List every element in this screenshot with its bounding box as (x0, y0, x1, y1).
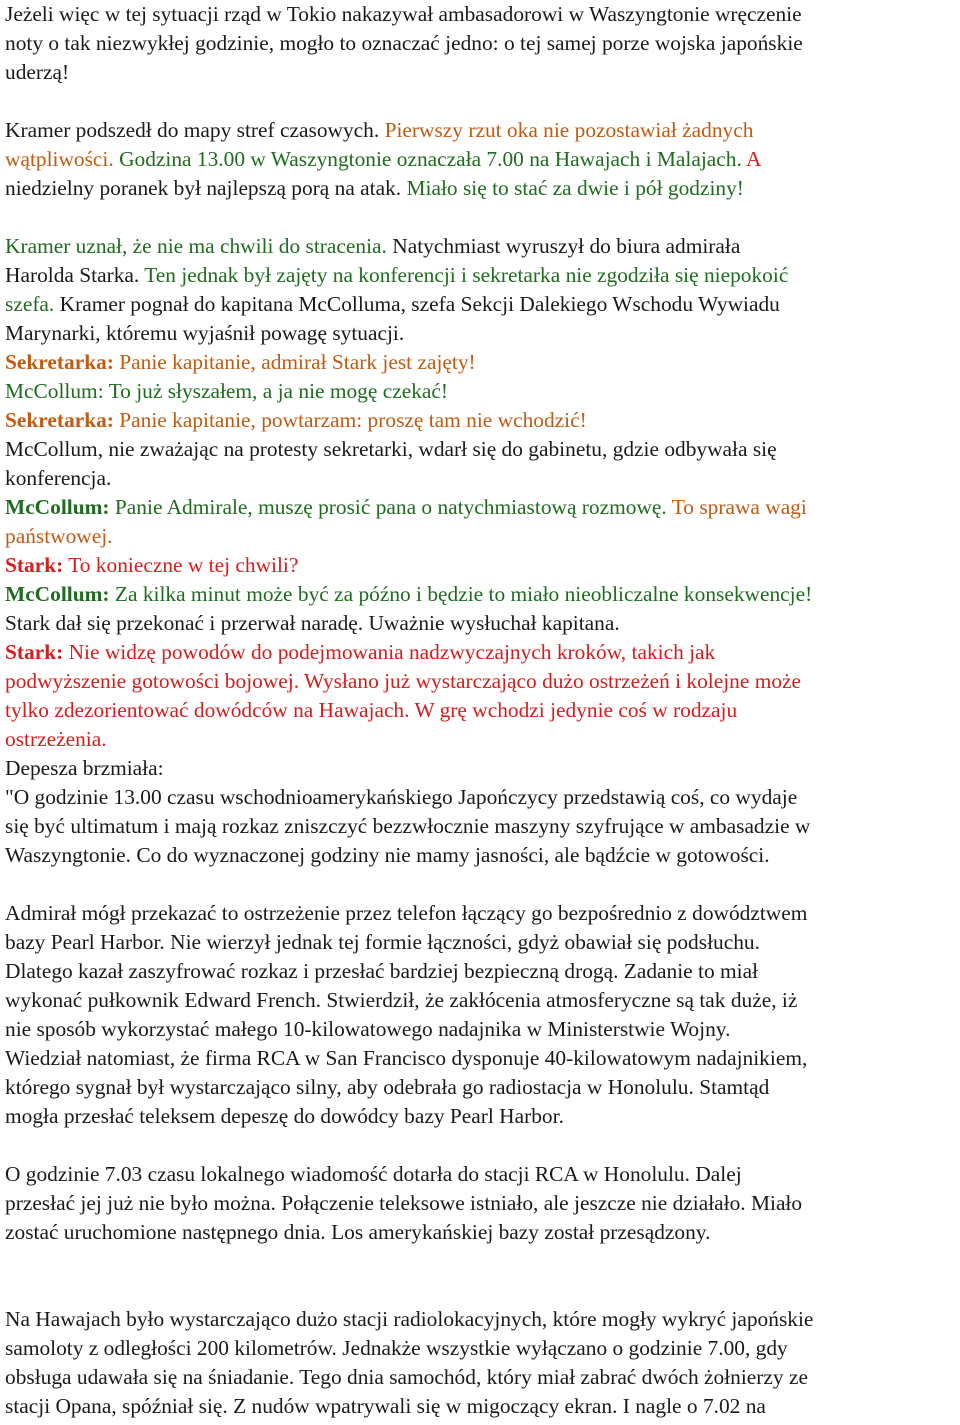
text-segment: A (745, 147, 762, 171)
text-segment: obsługa udawała się na śniadanie. Tego dnia samochód, który miał zabrać dwóch żołnierzy ze (5, 1365, 808, 1389)
text-segment: Harolda Starka. (5, 263, 145, 287)
text-line (5, 725, 957, 754)
text-segment: McCollum, nie zważając na protesty sekretarki, wdarł się do gabinetu, gdzie odbywała się (5, 437, 777, 461)
text-segment: Panie Admirale, muszę prosić pana o natychmiastową rozmowę. (109, 495, 672, 519)
text-segment: Stark dał się przekonać i przerwał naradę. Uważnie wysłuchał kapitana. (5, 611, 620, 635)
speaker-label: Stark: (5, 553, 64, 577)
text-line (5, 928, 957, 957)
text-segment: mogła przesłać teleksem depeszę do dowódcy bazy Pearl Harbor. (5, 1104, 564, 1128)
text-segment: konferencja. (5, 466, 112, 490)
text-line (5, 319, 957, 348)
text-line (5, 1305, 957, 1334)
speaker-label: Sekretarka: (5, 408, 114, 432)
text-line (5, 290, 957, 319)
text-line (5, 406, 957, 435)
text-segment: Jeżeli więc w tej sytuacji rząd w Tokio nakazywał ambasadorowi w Waszyngtonie wręczenie (5, 2, 802, 26)
text-segment: O godzinie 7.03 czasu lokalnego wiadomość dotarła do stacji RCA w Honolulu. Dalej (5, 1162, 742, 1186)
text-line (5, 145, 957, 174)
text-line (5, 986, 957, 1015)
text-segment: Waszyngtonie. (5, 843, 137, 867)
text-line (5, 899, 957, 928)
text-line (5, 232, 957, 261)
text-line (5, 58, 957, 87)
text-line (5, 580, 957, 609)
text-line (5, 522, 957, 551)
text-line (5, 638, 957, 667)
text-segment: Miało się to stać za dwie i pół godziny! (406, 176, 744, 200)
text-line (5, 261, 957, 290)
text-line (5, 783, 957, 812)
text-line (5, 667, 957, 696)
text-segment: samoloty z odległości 200 kilometrów. Jednakże wszystkie wyłączano o godzinie 7.00, gdy (5, 1336, 788, 1360)
text-segment: Panie kapitanie, powtarzam: proszę tam nie wchodzić! (113, 408, 587, 432)
text-line (5, 493, 957, 522)
text-segment: szefa. (5, 292, 60, 316)
text-segment: nie sposób wykorzystać małego 10-kilowatowego nadajnika w Ministerstwie Wojny. (5, 1017, 731, 1041)
text-line (5, 0, 957, 29)
text-line (5, 377, 957, 406)
text-segment: Godzina 13.00 w Waszyngtonie oznaczała 7.00 na Hawajach i Malajach. (119, 147, 746, 171)
text-line (5, 551, 957, 580)
speaker-label: Stark: (5, 640, 64, 664)
text-segment: stacji Opana, spóźniał się. Z nudów wpatrywali się w migoczący ekran. I nagle o 7.02 na (5, 1394, 766, 1418)
text-line (5, 1189, 957, 1218)
text-line (5, 841, 957, 870)
text-segment: Admirał mógł przekazać to ostrzeżenie przez telefon łączący go bezpośrednio z dowództwem (5, 901, 808, 925)
text-line (5, 435, 957, 464)
text-line (5, 116, 957, 145)
text-segment: Co do wyznaczonej godziny nie mamy jasności, ale bądźcie w gotowości. (136, 843, 770, 867)
text-segment: Marynarki, któremu wyjaśnił powagę sytuacji. (5, 321, 405, 345)
text-segment: państwowej. (5, 524, 113, 548)
text-line (5, 1073, 957, 1102)
text-line (5, 1102, 957, 1131)
paragraph-gap (5, 1131, 957, 1160)
text-segment: Panie kapitanie, admirał Stark jest zajęty! (113, 350, 476, 374)
text-segment: wątpliwości. (5, 147, 120, 171)
text-line (5, 1392, 957, 1421)
paragraph-gap (5, 87, 957, 116)
text-line (5, 1334, 957, 1363)
text-line (5, 174, 957, 203)
text-line (5, 348, 957, 377)
text-segment: Ten jednak był zajęty na konferencji i sekretarka nie zgodziła się niepokoić (144, 263, 789, 287)
text-segment: niedzielny poranek był najlepszą porą na atak. (5, 176, 407, 200)
text-segment: Depesza brzmiała: (5, 756, 164, 780)
paragraph-gap (5, 1247, 957, 1305)
text-segment: "O godzinie 13.00 czasu wschodnioamerykańskiego Japończycy przedstawią coś, co wydaje (5, 785, 798, 809)
text-segment: Nie widzę powodów do podejmowania nadzwyczajnych kroków, takich jak (63, 640, 716, 664)
paragraph-gap (5, 203, 957, 232)
text-segment: To konieczne w tej chwili? (63, 553, 299, 577)
text-segment: podwyższenie gotowości bojowej. Wysłano już wystarczająco dużo ostrzeżeń i kolejne może (5, 669, 802, 693)
text-segment: Dlatego kazał zaszyfrować rozkaz i przesłać bardziej bezpieczną drogą. Zadanie to miał (5, 959, 759, 983)
text-segment: Za kilka minut może być za późno i będzie to miało nieobliczalne konsekwencje! (109, 582, 813, 606)
text-line (5, 1015, 957, 1044)
text-segment: Kramer pognał do kapitana McColluma, szefa Sekcji Dalekiego Wschodu Wywiadu (59, 292, 780, 316)
text-line (5, 1363, 957, 1392)
text-segment: bazy Pearl Harbor. Nie wierzył jednak tej formie łączności, gdyż obawiał się podsłuchu. (5, 930, 760, 954)
text-segment: ostrzeżenia. (5, 727, 107, 751)
text-segment: uderzą! (5, 60, 70, 84)
text-line (5, 1044, 957, 1073)
text-segment: McCollum: To już słyszałem, a ja nie mogę czekać! (5, 379, 449, 403)
text-line (5, 609, 957, 638)
text-segment: którego sygnał był wystarczająco silny, aby odebrała go radiostacja w Honolulu. Stamtąd (5, 1075, 770, 1099)
text-line (5, 464, 957, 493)
text-segment: Kramer podszedł do mapy stref czasowych. (5, 118, 385, 142)
text-segment: Kramer uznał, że nie ma chwili do stracenia. (5, 234, 393, 258)
text-segment: Na Hawajach było wystarczająco dużo stacji radiolokacyjnych, które mogły wykryć japońskie (5, 1307, 814, 1331)
text-segment: noty o tak niezwykłej godzinie, mogło to oznaczać jedno: o tej samej porze wojska japońskie (5, 31, 803, 55)
text-segment: Wiedział natomiast, że firma RCA w San Francisco dysponuje 40-kilowatowym nadajnikiem, (5, 1046, 808, 1070)
text-segment: To sprawa wagi (671, 495, 807, 519)
text-line (5, 957, 957, 986)
text-segment: Natychmiast wyruszył do biura admirała (392, 234, 741, 258)
text-segment: zostać uruchomione następnego dnia. Los amerykańskiej bazy został przesądzony. (5, 1220, 711, 1244)
text-line (5, 754, 957, 783)
text-segment: Pierwszy rzut oka nie pozostawiał żadnych (384, 118, 754, 142)
text-line (5, 1160, 957, 1189)
text-line (5, 696, 957, 725)
speaker-label: Sekretarka: (5, 350, 114, 374)
text-line (5, 29, 957, 58)
speaker-label: McCollum: (5, 582, 110, 606)
text-segment: się być ultimatum i mają rozkaz zniszczyć bezzwłocznie maszyny szyfrujące w ambasadzie w (5, 814, 811, 838)
paragraph-gap (5, 870, 957, 899)
text-segment: tylko zdezorientować dowódców na Hawajach. W grę wchodzi jedynie coś w rodzaju (5, 698, 738, 722)
speaker-label: McCollum: (5, 495, 110, 519)
text-segment: wykonać pułkownik Edward French. Stwierdził, że zakłócenia atmosferyczne są tak duże, iż (5, 988, 798, 1012)
text-segment: przesłać jej już nie było można. Połączenie teleksowe istniało, ale jeszcze nie działało. Miało (5, 1191, 803, 1215)
text-line (5, 812, 957, 841)
text-line (5, 1218, 957, 1247)
